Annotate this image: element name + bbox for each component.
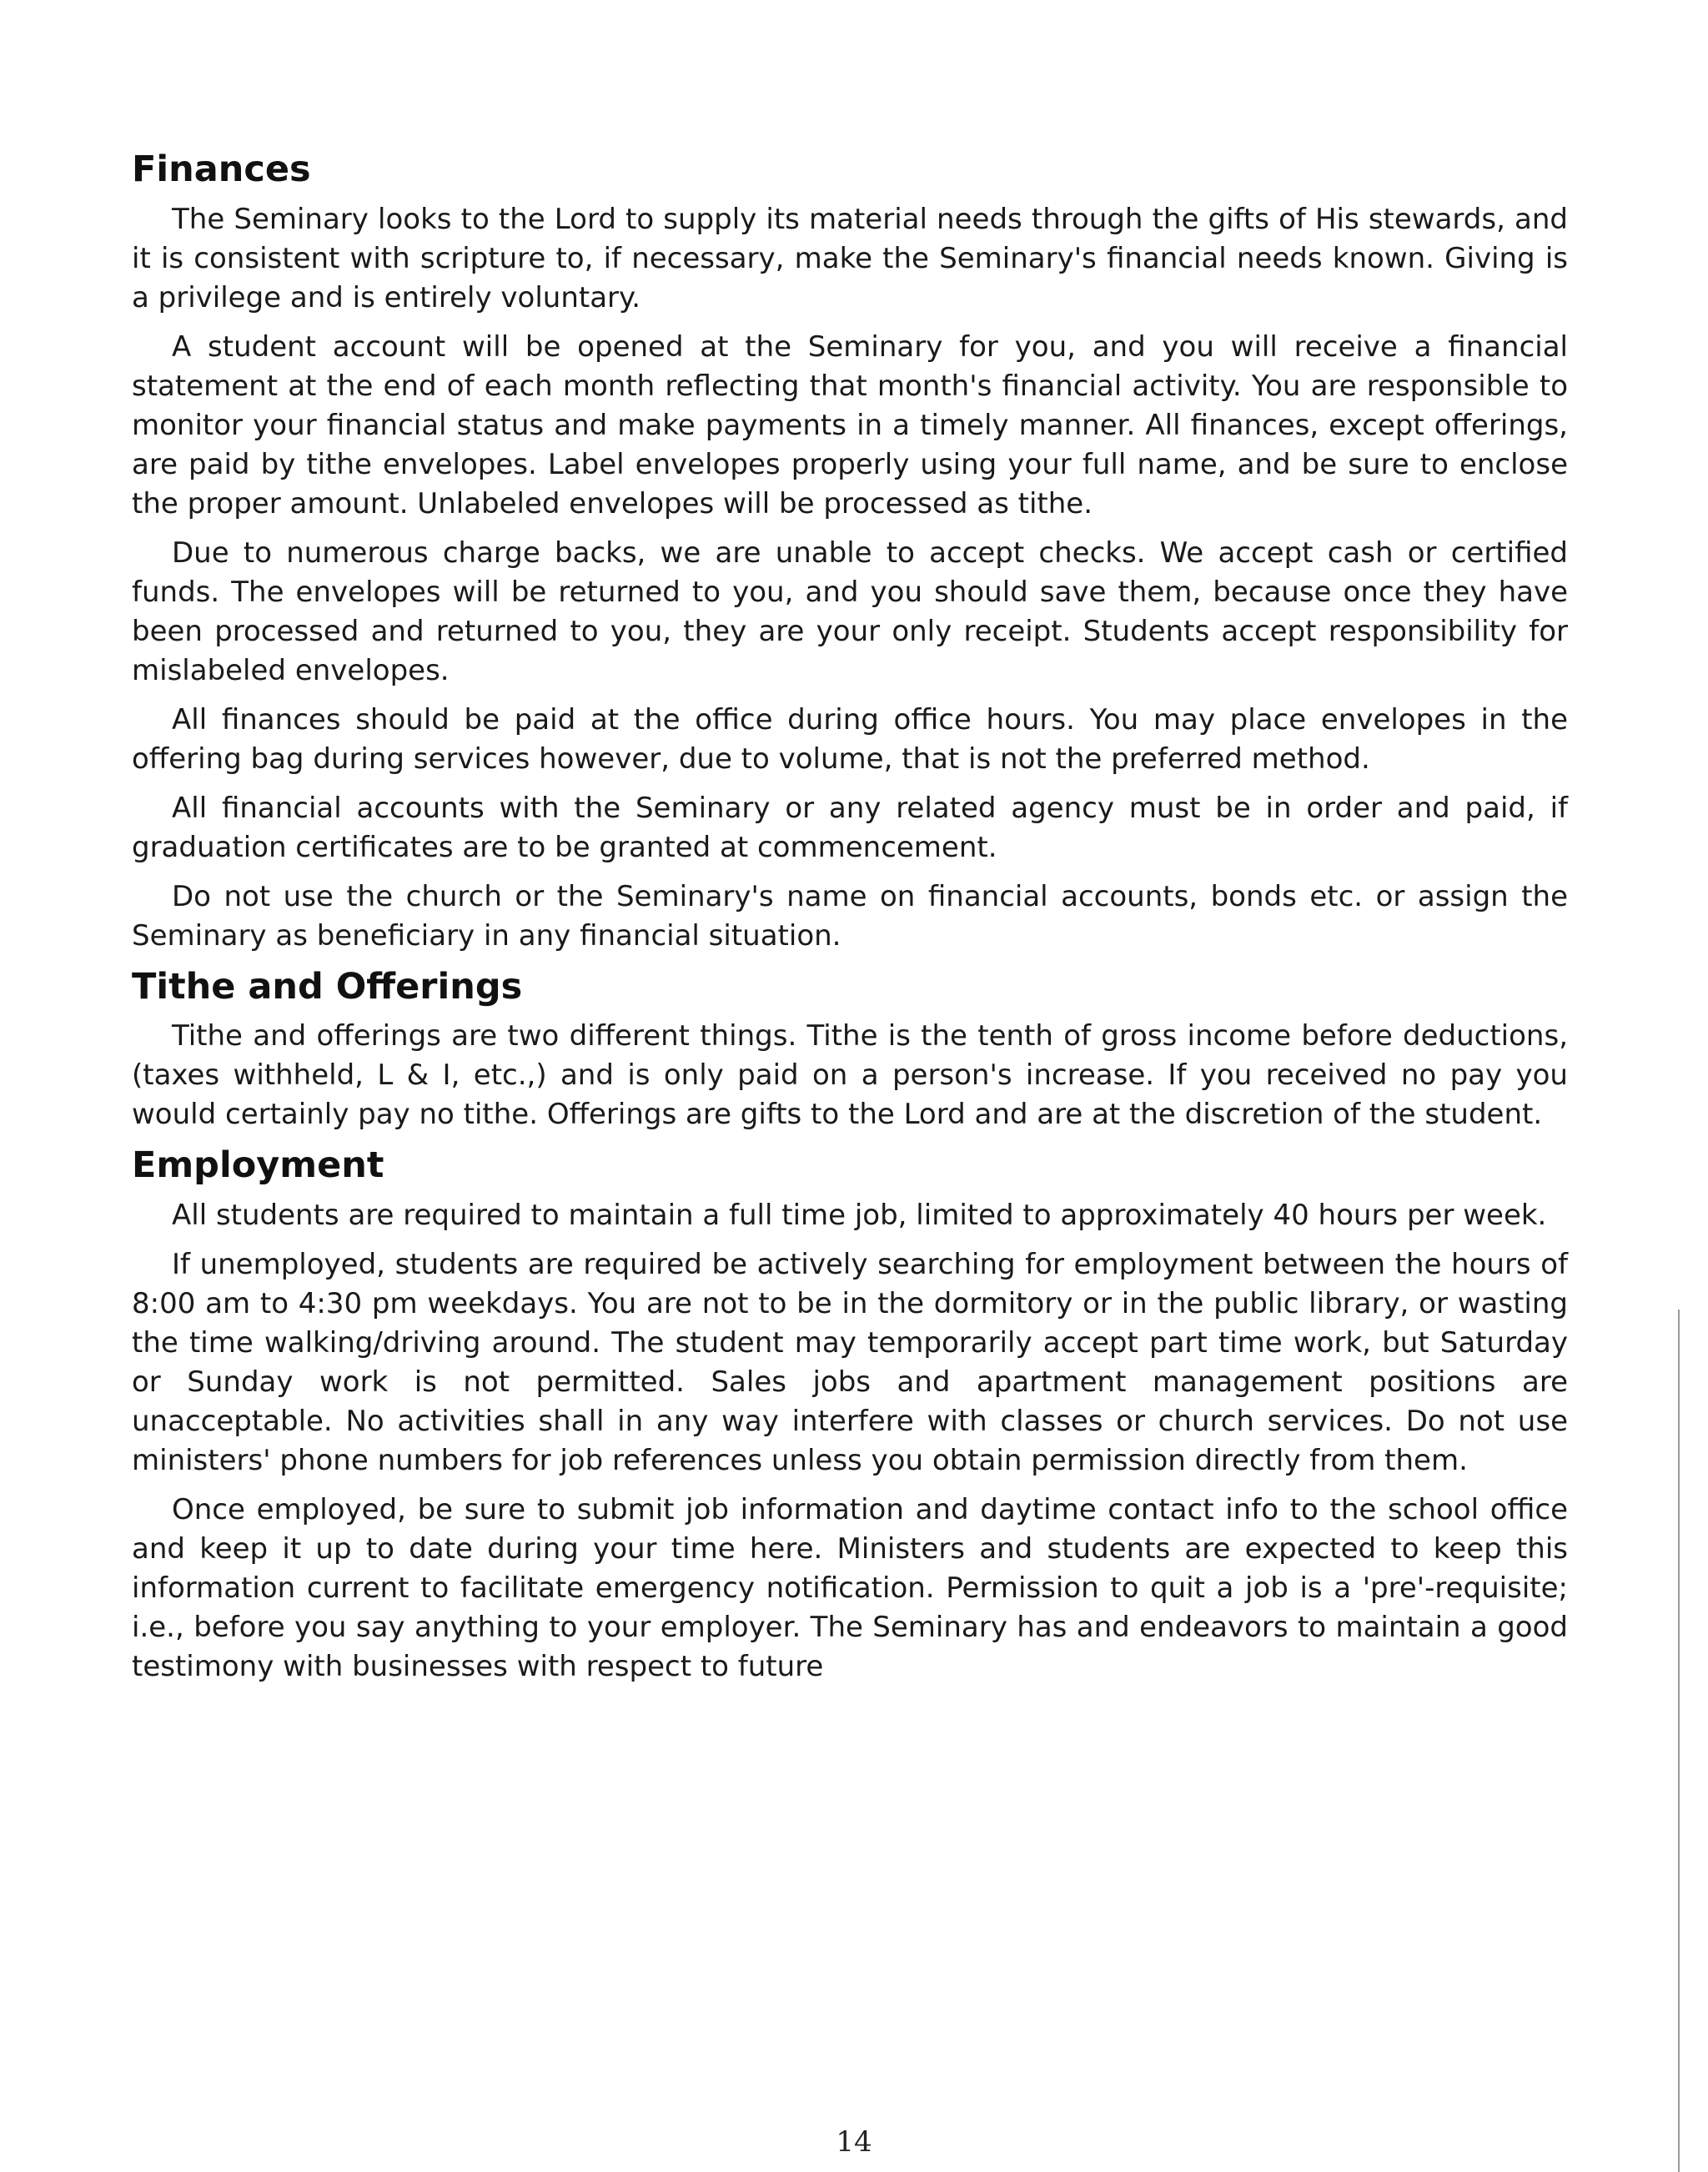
paragraph: All students are required to maintain a full time job, limited to approximately 40 hours per week. — [172, 1198, 1547, 1232]
paragraph: All finances should be paid at the office during office hours. You may place envelopes in the offering bag during services however, due to volume, that is not the preferred method. — [132, 702, 1568, 776]
section-heading: Tithe and Offerings — [132, 965, 523, 1008]
scan-edge-line — [1678, 1310, 1680, 2172]
document-page — [132, 148, 1568, 1697]
section-heading: Finances — [132, 148, 311, 190]
section-tithe-and-offerings — [132, 966, 1568, 1135]
paragraph: Due to numerous charge backs, we are unable to accept checks. We accept cash or certified funds. The envelopes will be returned to you, and you should save them, because once they have been processed and returned to you, they are your only receipt. Students accept responsibility for mislabeled envelopes. — [132, 535, 1568, 687]
section-heading: Employment — [132, 1144, 384, 1187]
paragraph: The Seminary looks to the Lord to supply its material needs through the gifts of His stewards, and it is consistent with scripture to, if necessary, make the Seminary's financial needs known. Giving is a privilege and is entirely voluntary. — [132, 202, 1568, 314]
paragraph: All financial accounts with the Seminary or any related agency must be in order and paid, if graduation certificates are to be granted at commencement. — [132, 791, 1568, 864]
paragraph: If unemployed, students are required be actively searching for employment between the hours of 8:00 am to 4:30 pm weekdays. You are not to be in the dormitory or in the public library, or wasting the time walking/driving around. The student may temporarily accept part time work, but Saturday or Sunday work is not permitted. Sales jobs and apartment management positions are unacceptable. No activities shall in any way interfere with classes or church services. Do not use ministers' phone numbers for job references unless you obtain permission directly from them. — [132, 1247, 1568, 1477]
section-finances — [132, 148, 1568, 956]
paragraph: Tithe and offerings are two different things. Tithe is the tenth of gross income before deductions, (taxes withheld, L & I, etc.,) and is only paid on a person's increase. If you received no pay you would certainly pay no tithe. Offerings are gifts to the Lord and are at the discretion of the student. — [132, 1019, 1568, 1132]
page-number: 14 — [836, 2125, 872, 2159]
paragraph: Do not use the church or the Seminary's name on financial accounts, bonds etc. or assign the Seminary as beneficiary in any financial situation. — [132, 879, 1568, 953]
paragraph: A student account will be opened at the Seminary for you, and you will receive a financial statement at the end of each month reflecting that month's financial activity. You are responsible to monitor your financial status and make payments in a timely manner. All finances, except offerings, are paid by tithe envelopes. Label envelopes properly using your full name, and be sure to enclose the proper amount. Unlabeled envelopes will be processed as tithe. — [132, 329, 1568, 520]
section-employment — [132, 1144, 1568, 1687]
paragraph: Once employed, be sure to submit job information and daytime contact info to the school office and keep it up to date during your time here. Ministers and students are expected to keep this information current to facilitate emergency notification. Permission to quit a job is a 'pre'-requisite; i.e., before you say anything to your employer. The Seminary has and endeavors to maintain a good testimony with businesses with respect to future — [132, 1492, 1568, 1683]
